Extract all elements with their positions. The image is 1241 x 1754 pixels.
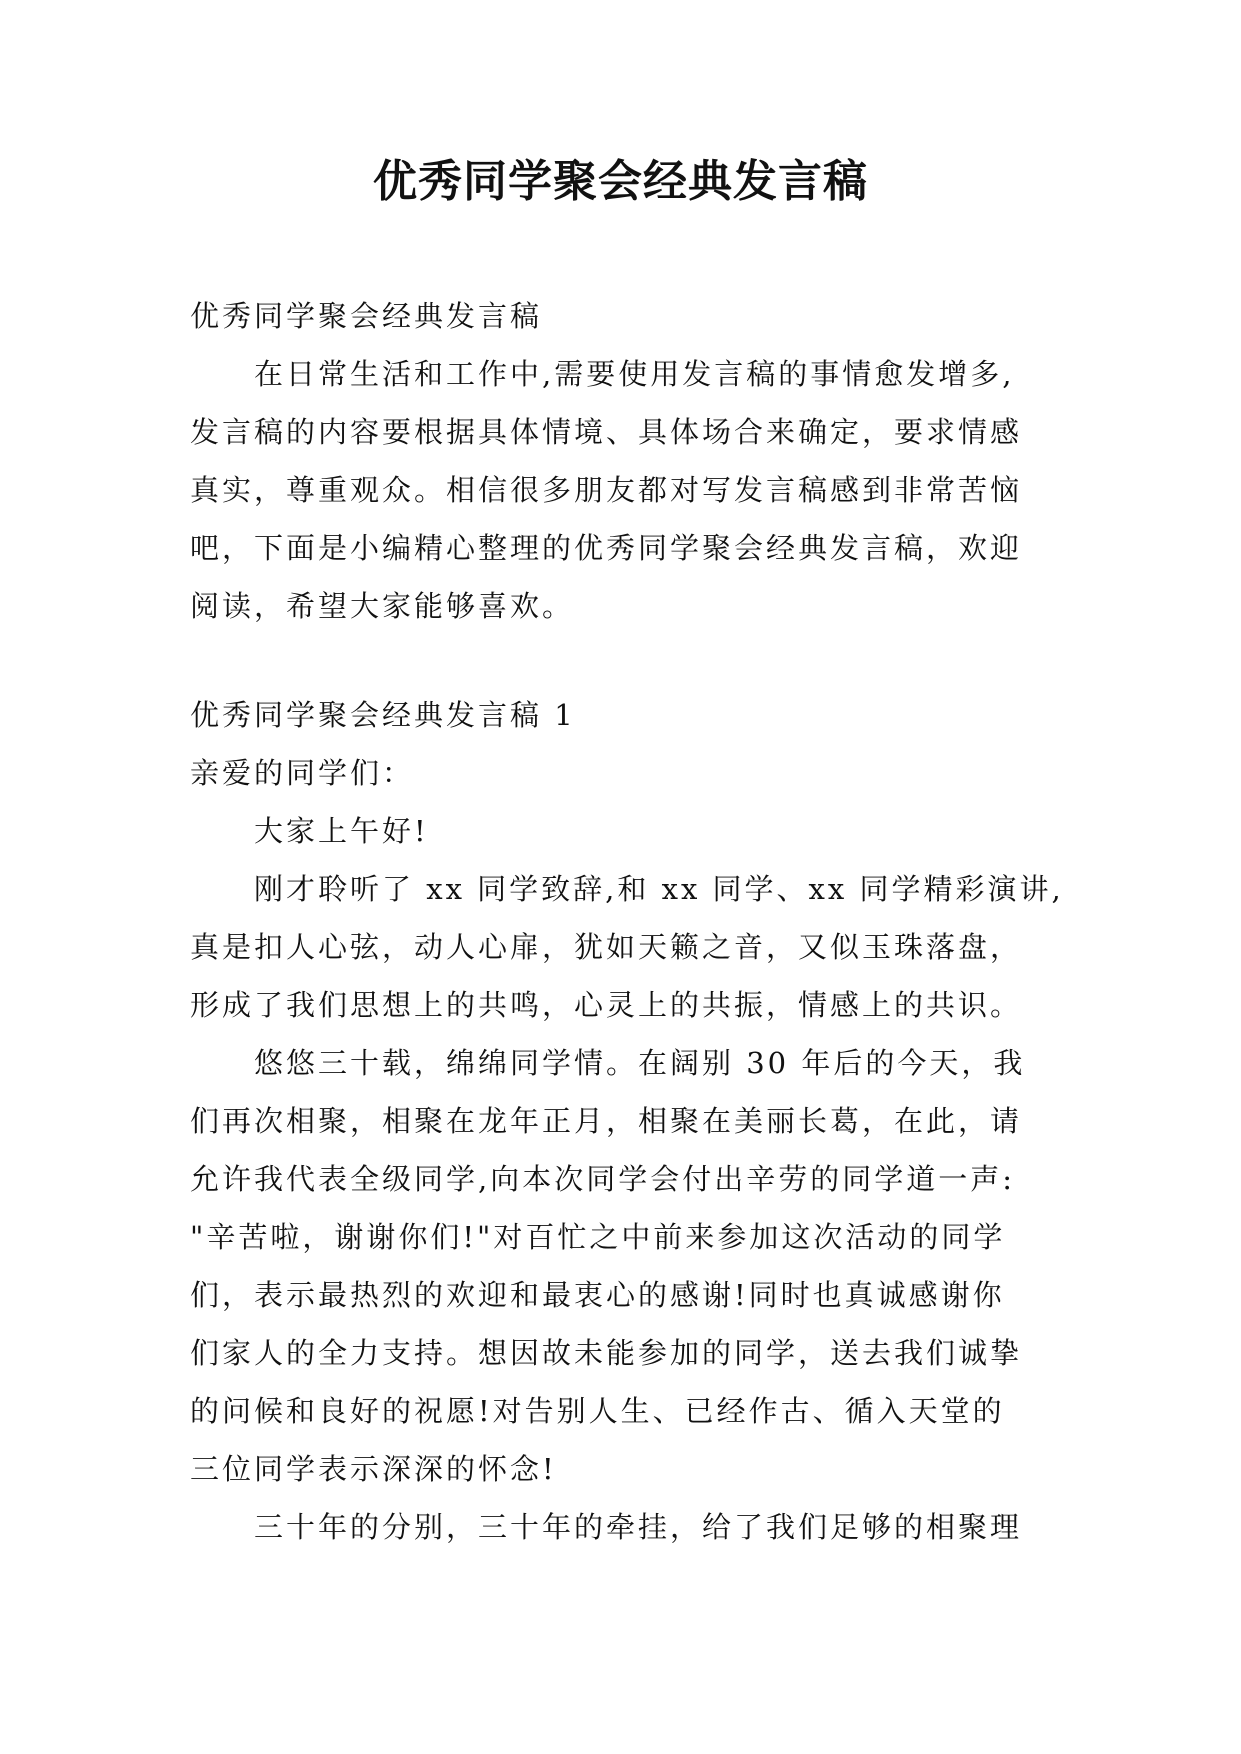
paragraph-line: 吧，下面是小编精心整理的优秀同学聚会经典发言稿，欢迎 [190,531,1023,565]
speech-paragraph-1 [190,860,1064,1034]
paragraph-line: 刚才聆听了 xx 同学致辞,和 xx 同学、xx 同学精彩演讲, [254,872,1064,906]
intro-heading: 优秀同学聚会经典发言稿 [190,299,543,333]
intro-section [190,287,1050,635]
paragraph-line: 们家人的全力支持。想因故未能参加的同学，送去我们诚挚 [190,1336,1023,1370]
paragraph-line: 在日常生活和工作中,需要使用发言稿的事情愈发增多, [254,357,1015,391]
paragraph-line: 真实，尊重观众。相信很多朋友都对写发言稿感到非常苦恼 [190,473,1023,507]
paragraph-line: 三位同学表示深深的怀念! [190,1452,557,1486]
speech-section [190,686,1064,1556]
speech-paragraph-2 [190,1034,1050,1498]
paragraph-line: 真是扣人心弦，动人心扉，犹如天籁之音，又似玉珠落盘， [190,930,1023,964]
greeting: 大家上午好! [254,814,429,848]
paragraph-line: 们再次相聚，相聚在龙年正月，相聚在美丽长葛，在此，请 [190,1104,1023,1138]
salutation: 亲爱的同学们： [190,756,415,790]
paragraph-line: 阅读，希望大家能够喜欢。 [190,589,575,623]
document-title: 优秀同学聚会经典发言稿 [373,156,868,207]
paragraph-line: 们，表示最热烈的欢迎和最衷心的感谢!同时也真诚感谢你 [190,1278,1005,1312]
intro-paragraph [190,345,1050,635]
paragraph-line: 形成了我们思想上的共鸣，心灵上的共振，情感上的共识。 [190,988,1023,1022]
paragraph-line: 允许我代表全级同学,向本次同学会付出辛劳的同学道一声: [190,1162,1015,1196]
paragraph-line: "辛苦啦，谢谢你们!"对百忙之中前来参加这次活动的同学 [190,1220,1006,1254]
paragraph-line: 悠悠三十载，绵绵同学情。在阔别 30 年后的今天，我 [254,1046,1026,1080]
paragraph-line: 发言稿的内容要根据具体情境、具体场合来确定，要求情感 [190,415,1023,449]
speech-paragraph-3 [190,1498,1050,1556]
section-heading: 优秀同学聚会经典发言稿 1 [190,698,576,732]
paragraph-line: 的问候和良好的祝愿!对告别人生、已经作古、循入天堂的 [190,1394,1005,1428]
paragraph-line: 三十年的分别，三十年的牵挂，给了我们足够的相聚理 [254,1510,1023,1544]
